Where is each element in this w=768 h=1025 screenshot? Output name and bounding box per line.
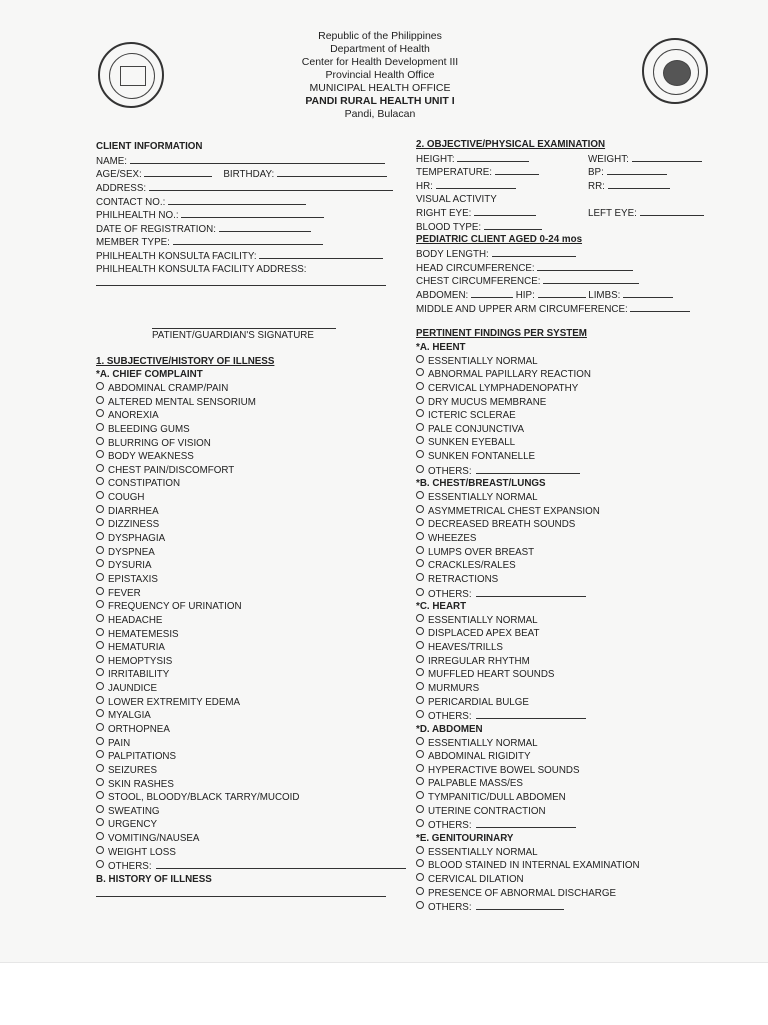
checklist-item[interactable] — [96, 859, 396, 873]
checklist-label: VOMITING/NAUSEA — [108, 833, 200, 845]
checklist-item[interactable] — [416, 655, 716, 669]
checklist-label: PERICARDIAL BULGE — [428, 696, 529, 708]
field-label: CONTACT NO.: — [96, 196, 166, 208]
left-column — [96, 140, 396, 900]
checklist-label: ABDOMINAL CRAMP/PAIN — [108, 382, 229, 394]
abdomen-title: *D. ABDOMEN — [416, 723, 483, 735]
checkbox-circle-icon[interactable] — [96, 655, 104, 663]
checklist-label: COUGH — [108, 492, 145, 504]
signature-label: PATIENT/GUARDIAN'S SIGNATURE — [152, 330, 314, 342]
checklist-item[interactable] — [96, 600, 396, 614]
checklist-label: MYALGIA — [108, 710, 151, 722]
checkbox-circle-icon[interactable] — [416, 859, 424, 867]
checkbox-circle-icon[interactable] — [96, 396, 104, 404]
body-length-field[interactable] — [416, 247, 716, 261]
checklist-item[interactable] — [96, 532, 396, 546]
checkbox-circle-icon[interactable] — [96, 477, 104, 485]
checklist-item[interactable] — [416, 546, 716, 560]
checklist-label: DRY MUCUS MEMBRANE — [428, 396, 547, 408]
checklist-item[interactable] — [416, 709, 716, 723]
history-title: B. HISTORY OF ILLNESS — [96, 874, 212, 886]
checklist-item[interactable] — [96, 805, 396, 819]
checklist-label: SUNKEN FONTANELLE — [428, 451, 536, 463]
checkbox-circle-icon[interactable] — [416, 819, 424, 827]
checkbox-circle-icon[interactable] — [416, 627, 424, 635]
address-field[interactable] — [96, 181, 396, 195]
checkbox-circle-icon[interactable] — [416, 777, 424, 785]
heart-list — [416, 614, 716, 723]
checklist-label: SWEATING — [108, 805, 160, 817]
heent-list — [416, 355, 716, 478]
checklist-label: ABDOMINAL RIGIDITY — [428, 751, 531, 763]
checkbox-circle-icon[interactable] — [416, 614, 424, 622]
checkbox-circle-icon[interactable] — [96, 750, 104, 758]
client-info-title: CLIENT INFORMATION — [96, 141, 203, 152]
checkbox-circle-icon[interactable] — [96, 628, 104, 636]
checklist-label: WEIGHT LOSS — [108, 846, 176, 858]
field-label: RIGHT EYE: — [416, 208, 472, 220]
field-label: MIDDLE AND UPPER ARM CIRCUMFERENCE: — [416, 303, 628, 315]
checklist-label: JAUNDICE — [108, 683, 157, 695]
checklist-item[interactable] — [416, 682, 716, 696]
checkbox-circle-icon[interactable] — [416, 710, 424, 718]
checklist-label: DYSURIA — [108, 560, 152, 572]
chest-circ-field[interactable] — [416, 274, 716, 288]
field-label: TEMPERATURE: — [416, 167, 493, 179]
checkbox-circle-icon[interactable] — [416, 668, 424, 676]
head-circ-field[interactable] — [416, 261, 716, 275]
checklist-label: ASYMMETRICAL CHEST EXPANSION — [428, 505, 600, 517]
checkbox-circle-icon[interactable] — [96, 764, 104, 772]
checklist-item[interactable] — [96, 464, 396, 478]
contact-field[interactable] — [96, 195, 396, 209]
checkbox-circle-icon[interactable] — [96, 409, 104, 417]
chief-complaint-title: *A. CHIEF COMPLAINT — [96, 369, 203, 381]
checkbox-circle-icon[interactable] — [416, 805, 424, 813]
checklist-label: PALPABLE MASS/ES — [428, 778, 523, 790]
checklist-item[interactable] — [416, 491, 716, 505]
age-sex-field[interactable] — [96, 167, 396, 181]
field-label: PHILHEALTH KONSULTA FACILITY ADDRESS: — [96, 263, 307, 275]
rhu-seal-logo — [98, 42, 164, 108]
checklist-item[interactable] — [416, 737, 716, 751]
field-label: HEAD CIRCUMFERENCE: — [416, 262, 535, 274]
checklist-item[interactable] — [416, 627, 716, 641]
checkbox-circle-icon[interactable] — [96, 518, 104, 526]
visual-activity-label: VISUAL ACTIVITY — [416, 193, 497, 205]
heart-title: *C. HEART — [416, 601, 467, 613]
checklist-item[interactable] — [416, 750, 716, 764]
checklist-label: MURMURS — [428, 682, 480, 694]
field-label: BIRTHDAY: — [223, 169, 275, 181]
checklist-label: ORTHOPNEA — [108, 723, 170, 735]
checklist-label: DYSPNEA — [108, 546, 155, 558]
checkbox-circle-icon[interactable] — [96, 450, 104, 458]
checkbox-circle-icon[interactable] — [416, 396, 424, 404]
checklist-item[interactable] — [416, 396, 716, 410]
checklist-label: CONSTIPATION — [108, 478, 181, 490]
checklist-label: ANOREXIA — [108, 410, 159, 422]
checklist-label: SKIN RASHES — [108, 778, 174, 790]
checklist-item[interactable] — [96, 559, 396, 573]
checkbox-circle-icon[interactable] — [96, 682, 104, 690]
checklist-item[interactable] — [96, 778, 396, 792]
history-line[interactable] — [96, 887, 396, 901]
checklist-item[interactable] — [416, 818, 716, 832]
checkbox-circle-icon[interactable] — [416, 532, 424, 540]
checklist-label: DISPLACED APEX BEAT — [428, 628, 540, 640]
checklist-item[interactable] — [96, 450, 396, 464]
checklist-item[interactable] — [96, 791, 396, 805]
checklist-item[interactable] — [96, 723, 396, 737]
member-type-field[interactable] — [96, 235, 396, 249]
checklist-item[interactable] — [416, 614, 716, 628]
checklist-label: MUFFLED HEART SOUNDS — [428, 669, 555, 681]
checklist-item[interactable] — [96, 682, 396, 696]
konsulta-address-line[interactable] — [96, 276, 396, 290]
checklist-label: CRACKLES/RALES — [428, 560, 516, 572]
checklist-label: STOOL, BLOODY/BLACK TARRY/MUCOID — [108, 792, 300, 804]
checkbox-circle-icon[interactable] — [96, 614, 104, 622]
checklist-item[interactable] — [96, 668, 396, 682]
checkbox-circle-icon[interactable] — [416, 368, 424, 376]
objective-title: 2. OBJECTIVE/PHYSICAL EXAMINATION — [416, 139, 606, 150]
checklist-item[interactable] — [96, 818, 396, 832]
checklist-label: WHEEZES — [428, 532, 477, 544]
konsulta-address-field[interactable] — [96, 263, 396, 277]
checklist-item[interactable] — [416, 696, 716, 710]
checklist-item[interactable] — [96, 696, 396, 710]
checklist-item[interactable] — [416, 505, 716, 519]
checklist-item[interactable] — [416, 518, 716, 532]
checkbox-circle-icon[interactable] — [416, 764, 424, 772]
checkbox-circle-icon[interactable] — [416, 573, 424, 581]
checkbox-circle-icon[interactable] — [416, 887, 424, 895]
checklist-item[interactable] — [96, 655, 396, 669]
field-label: HR: — [416, 180, 433, 192]
checkbox-circle-icon[interactable] — [96, 860, 104, 868]
checkbox-circle-icon[interactable] — [416, 382, 424, 390]
header-line: MUNICIPAL HEALTH OFFICE — [309, 82, 451, 94]
header-line: Department of Health — [330, 43, 430, 55]
checklist-label: FREQUENCY OF URINATION — [108, 601, 242, 613]
checklist-item[interactable] — [416, 573, 716, 587]
checklist-label: OTHERS: — [428, 465, 472, 477]
checklist-item[interactable] — [96, 587, 396, 601]
checklist-label: BLOOD STAINED IN INTERNAL EXAMINATION — [428, 860, 640, 872]
checklist-label: BODY WEAKNESS — [108, 451, 194, 463]
checklist-label: CERVICAL LYMPHADENOPATHY — [428, 382, 579, 394]
checklist-label: SUNKEN EYEBALL — [428, 437, 516, 449]
abdomen-list — [416, 737, 716, 832]
checkbox-circle-icon[interactable] — [96, 641, 104, 649]
checklist-label: HEMOPTYSIS — [108, 655, 173, 667]
checklist-label: ALTERED MENTAL SENSORIUM — [108, 396, 256, 408]
checklist-label: OTHERS: — [428, 820, 472, 832]
checkbox-circle-icon[interactable] — [416, 901, 424, 909]
checkbox-circle-icon[interactable] — [416, 641, 424, 649]
field-label: PHILHEALTH NO.: — [96, 210, 179, 222]
field-label: AGE/SEX: — [96, 169, 142, 181]
checkbox-circle-icon[interactable] — [96, 737, 104, 745]
checklist-item[interactable] — [416, 668, 716, 682]
field-label: HIP: — [515, 290, 535, 302]
chest-title: *B. CHEST/BREAST/LUNGS — [416, 478, 546, 490]
checklist-label: OTHERS: — [428, 711, 472, 723]
field-label: WEIGHT: — [588, 153, 629, 165]
checkbox-circle-icon[interactable] — [96, 532, 104, 540]
checklist-item[interactable] — [416, 409, 716, 423]
chief-complaint-list — [96, 382, 396, 873]
checklist-item[interactable] — [416, 805, 716, 819]
checklist-label: HYPERACTIVE BOWEL SOUNDS — [428, 764, 580, 776]
checklist-label: ESSENTIALLY NORMAL — [428, 614, 538, 626]
checklist-label: PALE CONJUNCTIVA — [428, 423, 524, 435]
field-label: PHILHEALTH KONSULTA FACILITY: — [96, 251, 257, 263]
checklist-label: CERVICAL DILATION — [428, 873, 524, 885]
checklist-item[interactable] — [416, 846, 716, 860]
checklist-label: ESSENTIALLY NORMAL — [428, 737, 538, 749]
checklist-label: CHEST PAIN/DISCOMFORT — [108, 464, 235, 476]
checkbox-circle-icon[interactable] — [416, 436, 424, 444]
checklist-label: SEIZURES — [108, 764, 157, 776]
field-label: BP: — [588, 167, 604, 179]
checklist-item[interactable] — [96, 573, 396, 587]
checkbox-circle-icon[interactable] — [416, 682, 424, 690]
checklist-item[interactable] — [416, 873, 716, 887]
checklist-label: ESSENTIALLY NORMAL — [428, 846, 538, 858]
checkbox-circle-icon[interactable] — [96, 546, 104, 554]
header-line: Provincial Health Office — [325, 69, 435, 81]
doh-seal-logo — [642, 38, 708, 104]
checklist-item[interactable] — [416, 559, 716, 573]
checklist-item[interactable] — [96, 709, 396, 723]
field-label: ABDOMEN: — [416, 290, 469, 302]
muac-field[interactable] — [416, 302, 716, 316]
checklist-label: OTHERS: — [428, 902, 472, 914]
gu-list — [416, 846, 716, 914]
checklist-label: HEMATURIA — [108, 642, 165, 654]
checklist-item[interactable] — [96, 491, 396, 505]
temp-bp-row[interactable] — [416, 165, 716, 179]
checklist-label: IRREGULAR RHYTHM — [428, 655, 530, 667]
checklist-item[interactable] — [416, 450, 716, 464]
checkbox-circle-icon[interactable] — [416, 518, 424, 526]
checklist-item[interactable] — [416, 887, 716, 901]
checkbox-circle-icon[interactable] — [96, 587, 104, 595]
blood-type-field[interactable] — [416, 220, 716, 234]
checklist-item[interactable] — [96, 832, 396, 846]
checklist-item[interactable] — [416, 532, 716, 546]
checklist-label: HEMATEMESIS — [108, 628, 179, 640]
checklist-label: OTHERS: — [428, 588, 472, 600]
checkbox-circle-icon[interactable] — [416, 465, 424, 473]
checklist-item[interactable] — [96, 518, 396, 532]
checkbox-circle-icon[interactable] — [96, 791, 104, 799]
checklist-item[interactable] — [96, 477, 396, 491]
checkbox-circle-icon[interactable] — [96, 559, 104, 567]
field-label: RR: — [588, 180, 605, 192]
checkbox-circle-icon[interactable] — [96, 668, 104, 676]
checklist-item[interactable] — [96, 437, 396, 451]
checklist-item[interactable] — [96, 846, 396, 860]
checklist-label: DYSPHAGIA — [108, 533, 166, 545]
eyes-row[interactable] — [416, 206, 716, 220]
checklist-item[interactable] — [416, 859, 716, 873]
checkbox-circle-icon[interactable] — [416, 696, 424, 704]
checklist-item[interactable] — [96, 409, 396, 423]
checkbox-circle-icon[interactable] — [96, 832, 104, 840]
checklist-item[interactable] — [416, 587, 716, 601]
checklist-label: LOWER EXTREMITY EDEMA — [108, 696, 241, 708]
header-line: Republic of the Philippines — [318, 30, 442, 42]
checkbox-circle-icon[interactable] — [416, 505, 424, 513]
checklist-label: ESSENTIALLY NORMAL — [428, 355, 538, 367]
checklist-label: PAIN — [108, 737, 131, 749]
document-header — [230, 30, 530, 121]
field-label: BODY LENGTH: — [416, 249, 489, 261]
checklist-label: PALPITATIONS — [108, 751, 177, 763]
checklist-label: HEAVES/TRILLS — [428, 642, 503, 654]
checklist-label: EPISTAXIS — [108, 573, 158, 585]
philhealth-field[interactable] — [96, 208, 396, 222]
checkbox-circle-icon[interactable] — [96, 505, 104, 513]
checklist-label: OTHERS: — [108, 861, 152, 873]
checklist-item[interactable] — [416, 777, 716, 791]
checklist-item[interactable] — [416, 791, 716, 805]
checklist-item[interactable] — [96, 396, 396, 410]
checklist-label: UTERINE CONTRACTION — [428, 805, 546, 817]
checklist-item[interactable] — [96, 505, 396, 519]
checklist-label: RETRACTIONS — [428, 573, 499, 585]
checklist-label: ICTERIC SCLERAE — [428, 410, 516, 422]
checkbox-circle-icon[interactable] — [96, 464, 104, 472]
checklist-item[interactable] — [416, 641, 716, 655]
checklist-label: DIZZINESS — [108, 519, 160, 531]
right-column — [416, 138, 716, 914]
field-label: LEFT EYE: — [588, 208, 637, 220]
checkbox-circle-icon[interactable] — [416, 873, 424, 881]
checklist-item[interactable] — [416, 423, 716, 437]
checklist-item[interactable] — [416, 355, 716, 369]
checklist-label: URGENCY — [108, 819, 157, 831]
checklist-item[interactable] — [416, 764, 716, 778]
checkbox-circle-icon[interactable] — [416, 655, 424, 663]
checklist-label: ESSENTIALLY NORMAL — [428, 492, 538, 504]
checkbox-circle-icon[interactable] — [416, 546, 424, 554]
checkbox-circle-icon[interactable] — [96, 709, 104, 717]
checkbox-circle-icon[interactable] — [96, 805, 104, 813]
checkbox-circle-icon[interactable] — [96, 846, 104, 854]
checklist-label: DECREASED BREATH SOUNDS — [428, 519, 576, 531]
subjective-title: 1. SUBJECTIVE/HISTORY OF ILLNESS — [96, 355, 275, 367]
checkbox-circle-icon[interactable] — [96, 696, 104, 704]
checklist-label: FEVER — [108, 587, 141, 599]
checkbox-circle-icon[interactable] — [416, 791, 424, 799]
checkbox-circle-icon[interactable] — [96, 600, 104, 608]
pediatric-title: PEDIATRIC CLIENT AGED 0-24 mos — [416, 234, 583, 246]
checklist-label: BLURRING OF VISION — [108, 437, 211, 449]
konsulta-facility-field[interactable] — [96, 249, 396, 263]
checklist-item[interactable] — [416, 382, 716, 396]
checklist-item[interactable] — [96, 641, 396, 655]
checklist-item[interactable] — [96, 382, 396, 396]
checkbox-circle-icon[interactable] — [416, 750, 424, 758]
checklist-item[interactable] — [96, 614, 396, 628]
field-label: DATE OF REGISTRATION: — [96, 223, 216, 235]
checklist-item[interactable] — [416, 436, 716, 450]
field-label: NAME: — [96, 155, 128, 167]
field-label: ADDRESS: — [96, 182, 147, 194]
checkbox-circle-icon[interactable] — [416, 846, 424, 854]
checklist-item[interactable] — [96, 764, 396, 778]
checkbox-circle-icon[interactable] — [416, 491, 424, 499]
checkbox-circle-icon[interactable] — [96, 491, 104, 499]
checkbox-circle-icon[interactable] — [416, 559, 424, 567]
checklist-label: LUMPS OVER BREAST — [428, 546, 535, 558]
checkbox-circle-icon[interactable] — [96, 382, 104, 390]
page-margin — [0, 962, 768, 1025]
checkbox-circle-icon[interactable] — [416, 409, 424, 417]
checklist-label: TYMPANITIC/DULL ABDOMEN — [428, 792, 566, 804]
hr-rr-row[interactable] — [416, 179, 716, 193]
checkbox-circle-icon[interactable] — [96, 778, 104, 786]
field-label: CHEST CIRCUMFERENCE: — [416, 276, 541, 288]
chest-list — [416, 491, 716, 600]
checkbox-circle-icon[interactable] — [416, 355, 424, 363]
gu-title: *E. GENITOURINARY — [416, 833, 514, 845]
checklist-label: ABNORMAL PAPILLARY REACTION — [428, 369, 591, 381]
date-registration-field[interactable] — [96, 222, 396, 236]
field-label: MEMBER TYPE: — [96, 237, 170, 249]
checkbox-circle-icon[interactable] — [96, 573, 104, 581]
checklist-label: BLEEDING GUMS — [108, 423, 190, 435]
checklist-label: DIARRHEA — [108, 505, 159, 517]
checkbox-circle-icon[interactable] — [96, 423, 104, 431]
checklist-item[interactable] — [96, 628, 396, 642]
abdomen-hip-limbs-row[interactable] — [416, 288, 716, 302]
field-label: HEIGHT: — [416, 153, 455, 165]
checkbox-circle-icon[interactable] — [96, 723, 104, 731]
name-field[interactable] — [96, 154, 396, 168]
checklist-item[interactable] — [416, 464, 716, 478]
header-line: Center for Health Development III — [301, 56, 459, 68]
checklist-item[interactable] — [96, 546, 396, 560]
height-weight-row[interactable] — [416, 152, 716, 166]
checklist-item[interactable] — [96, 750, 396, 764]
checklist-label: IRRITABILITY — [108, 669, 170, 681]
checklist-item[interactable] — [96, 737, 396, 751]
checkbox-circle-icon[interactable] — [96, 437, 104, 445]
checkbox-circle-icon[interactable] — [416, 588, 424, 596]
header-line: Pandi, Bulacan — [344, 108, 416, 120]
findings-title: PERTINENT FINDINGS PER SYSTEM — [416, 328, 587, 340]
checkbox-circle-icon[interactable] — [416, 450, 424, 458]
checkbox-circle-icon[interactable] — [416, 737, 424, 745]
checklist-item[interactable] — [416, 900, 716, 914]
checkbox-circle-icon[interactable] — [96, 818, 104, 826]
checkbox-circle-icon[interactable] — [416, 423, 424, 431]
field-label: BLOOD TYPE: — [416, 221, 482, 233]
checklist-item[interactable] — [416, 368, 716, 382]
field-label: LIMBS: — [588, 290, 621, 302]
checklist-label: HEADACHE — [108, 614, 163, 626]
header-line: PANDI RURAL HEALTH UNIT I — [305, 95, 455, 107]
heent-title: *A. HEENT — [416, 341, 466, 353]
checklist-item[interactable] — [96, 423, 396, 437]
checklist-label: PRESENCE OF ABNORMAL DISCHARGE — [428, 887, 616, 899]
